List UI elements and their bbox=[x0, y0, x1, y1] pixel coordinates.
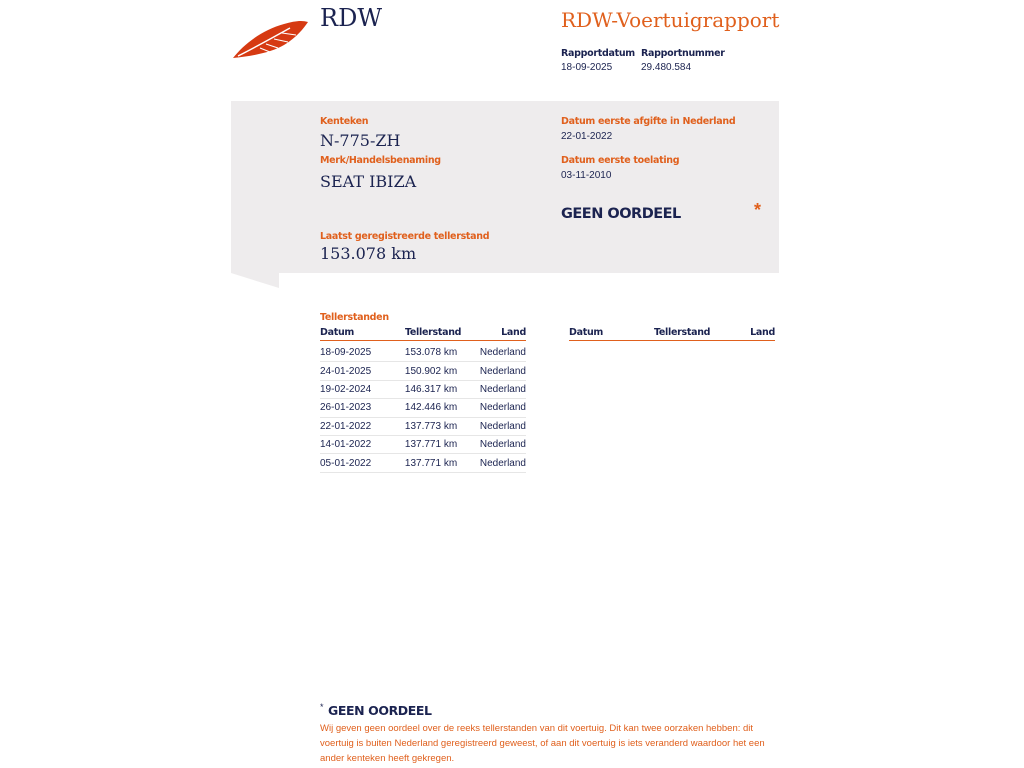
tellerstand-label: Laatst geregistreerde tellerstand bbox=[320, 231, 490, 242]
toelating-label: Datum eerste toelating bbox=[561, 155, 680, 166]
row-tellerstand: 142.446 km bbox=[405, 399, 480, 417]
col-tellerstand: Tellerstand bbox=[654, 327, 711, 338]
rapportdatum-label: Rapportdatum bbox=[561, 48, 635, 59]
row-land: Nederland bbox=[480, 380, 526, 398]
kenteken-value: N-775-ZH bbox=[320, 131, 401, 150]
merk-label: Merk/Handelsbenaming bbox=[320, 155, 441, 166]
panel-bottom-gap bbox=[279, 273, 779, 288]
row-land: Nederland bbox=[480, 435, 526, 453]
row-datum: 19-02-2024 bbox=[320, 380, 405, 398]
oordeel-asterisk: * bbox=[754, 200, 762, 220]
table-row bbox=[320, 454, 526, 472]
kenteken-label: Kenteken bbox=[320, 116, 369, 127]
row-land: Nederland bbox=[480, 399, 526, 417]
afgifte-value: 22-01-2022 bbox=[561, 131, 613, 142]
table-row bbox=[320, 362, 526, 380]
row-datum: 26-01-2023 bbox=[320, 399, 405, 417]
vehicle-info-panel bbox=[231, 101, 779, 288]
col-tellerstand: Tellerstand bbox=[405, 327, 462, 338]
col-land: Land bbox=[750, 327, 775, 338]
row-tellerstand: 153.078 km bbox=[405, 344, 480, 362]
row-datum: 24-01-2025 bbox=[320, 362, 405, 380]
row-land: Nederland bbox=[480, 362, 526, 380]
table-header-left bbox=[320, 327, 526, 341]
row-land: Nederland bbox=[480, 454, 526, 472]
col-land: Land bbox=[501, 327, 526, 338]
row-datum: 05-01-2022 bbox=[320, 454, 405, 472]
row-tellerstand: 137.773 km bbox=[405, 417, 480, 435]
row-datum: 22-01-2022 bbox=[320, 417, 405, 435]
col-datum: Datum bbox=[569, 327, 603, 338]
row-land: Nederland bbox=[480, 417, 526, 435]
row-datum: 14-01-2022 bbox=[320, 435, 405, 453]
rdw-feather-logo-icon bbox=[232, 18, 310, 60]
row-tellerstand: 146.317 km bbox=[405, 380, 480, 398]
footnote-heading bbox=[320, 702, 432, 720]
rapportnummer-label: Rapportnummer bbox=[641, 48, 725, 59]
col-datum: Datum bbox=[320, 327, 354, 338]
tellerstand-value: 153.078 km bbox=[320, 244, 417, 263]
footnote-asterisk: * bbox=[320, 702, 324, 712]
panel-corner-cut bbox=[231, 273, 279, 288]
tellerstanden-title: Tellerstanden bbox=[320, 312, 389, 323]
table-row bbox=[320, 399, 526, 417]
report-title: RDW-Voertuigrapport bbox=[561, 8, 780, 32]
table-header-right bbox=[569, 327, 775, 341]
row-land: Nederland bbox=[480, 344, 526, 362]
toelating-value: 03-11-2010 bbox=[561, 170, 612, 181]
org-name: RDW bbox=[320, 4, 382, 32]
row-tellerstand: 150.902 km bbox=[405, 362, 480, 380]
row-tellerstand: 137.771 km bbox=[405, 435, 480, 453]
footnote-text: Wij geven geen oordeel over de reeks tellerstanden van dit voertuig. Dit kan twee oorzaken hebben: dit voertuig is buiten Nederland geregistreerd geweest, of aan dit voertuig is iets veranderd waardoor het een ander kenteken heeft gekregen. bbox=[320, 723, 765, 764]
table-row bbox=[320, 380, 526, 398]
oordeel-value: GEEN OORDEEL bbox=[561, 206, 681, 222]
table-row bbox=[320, 417, 526, 435]
row-tellerstand: 137.771 km bbox=[405, 454, 480, 472]
table-row bbox=[320, 435, 526, 453]
row-datum: 18-09-2025 bbox=[320, 344, 405, 362]
afgifte-label: Datum eerste afgifte in Nederland bbox=[561, 116, 736, 127]
rapportnummer-value: 29.480.584 bbox=[641, 62, 692, 73]
table-row bbox=[320, 344, 526, 362]
footnote-title: GEEN OORDEEL bbox=[327, 703, 432, 718]
merk-value: SEAT IBIZA bbox=[320, 172, 417, 191]
tellerstanden-table bbox=[320, 344, 526, 473]
rapportdatum-value: 18-09-2025 bbox=[561, 62, 613, 73]
